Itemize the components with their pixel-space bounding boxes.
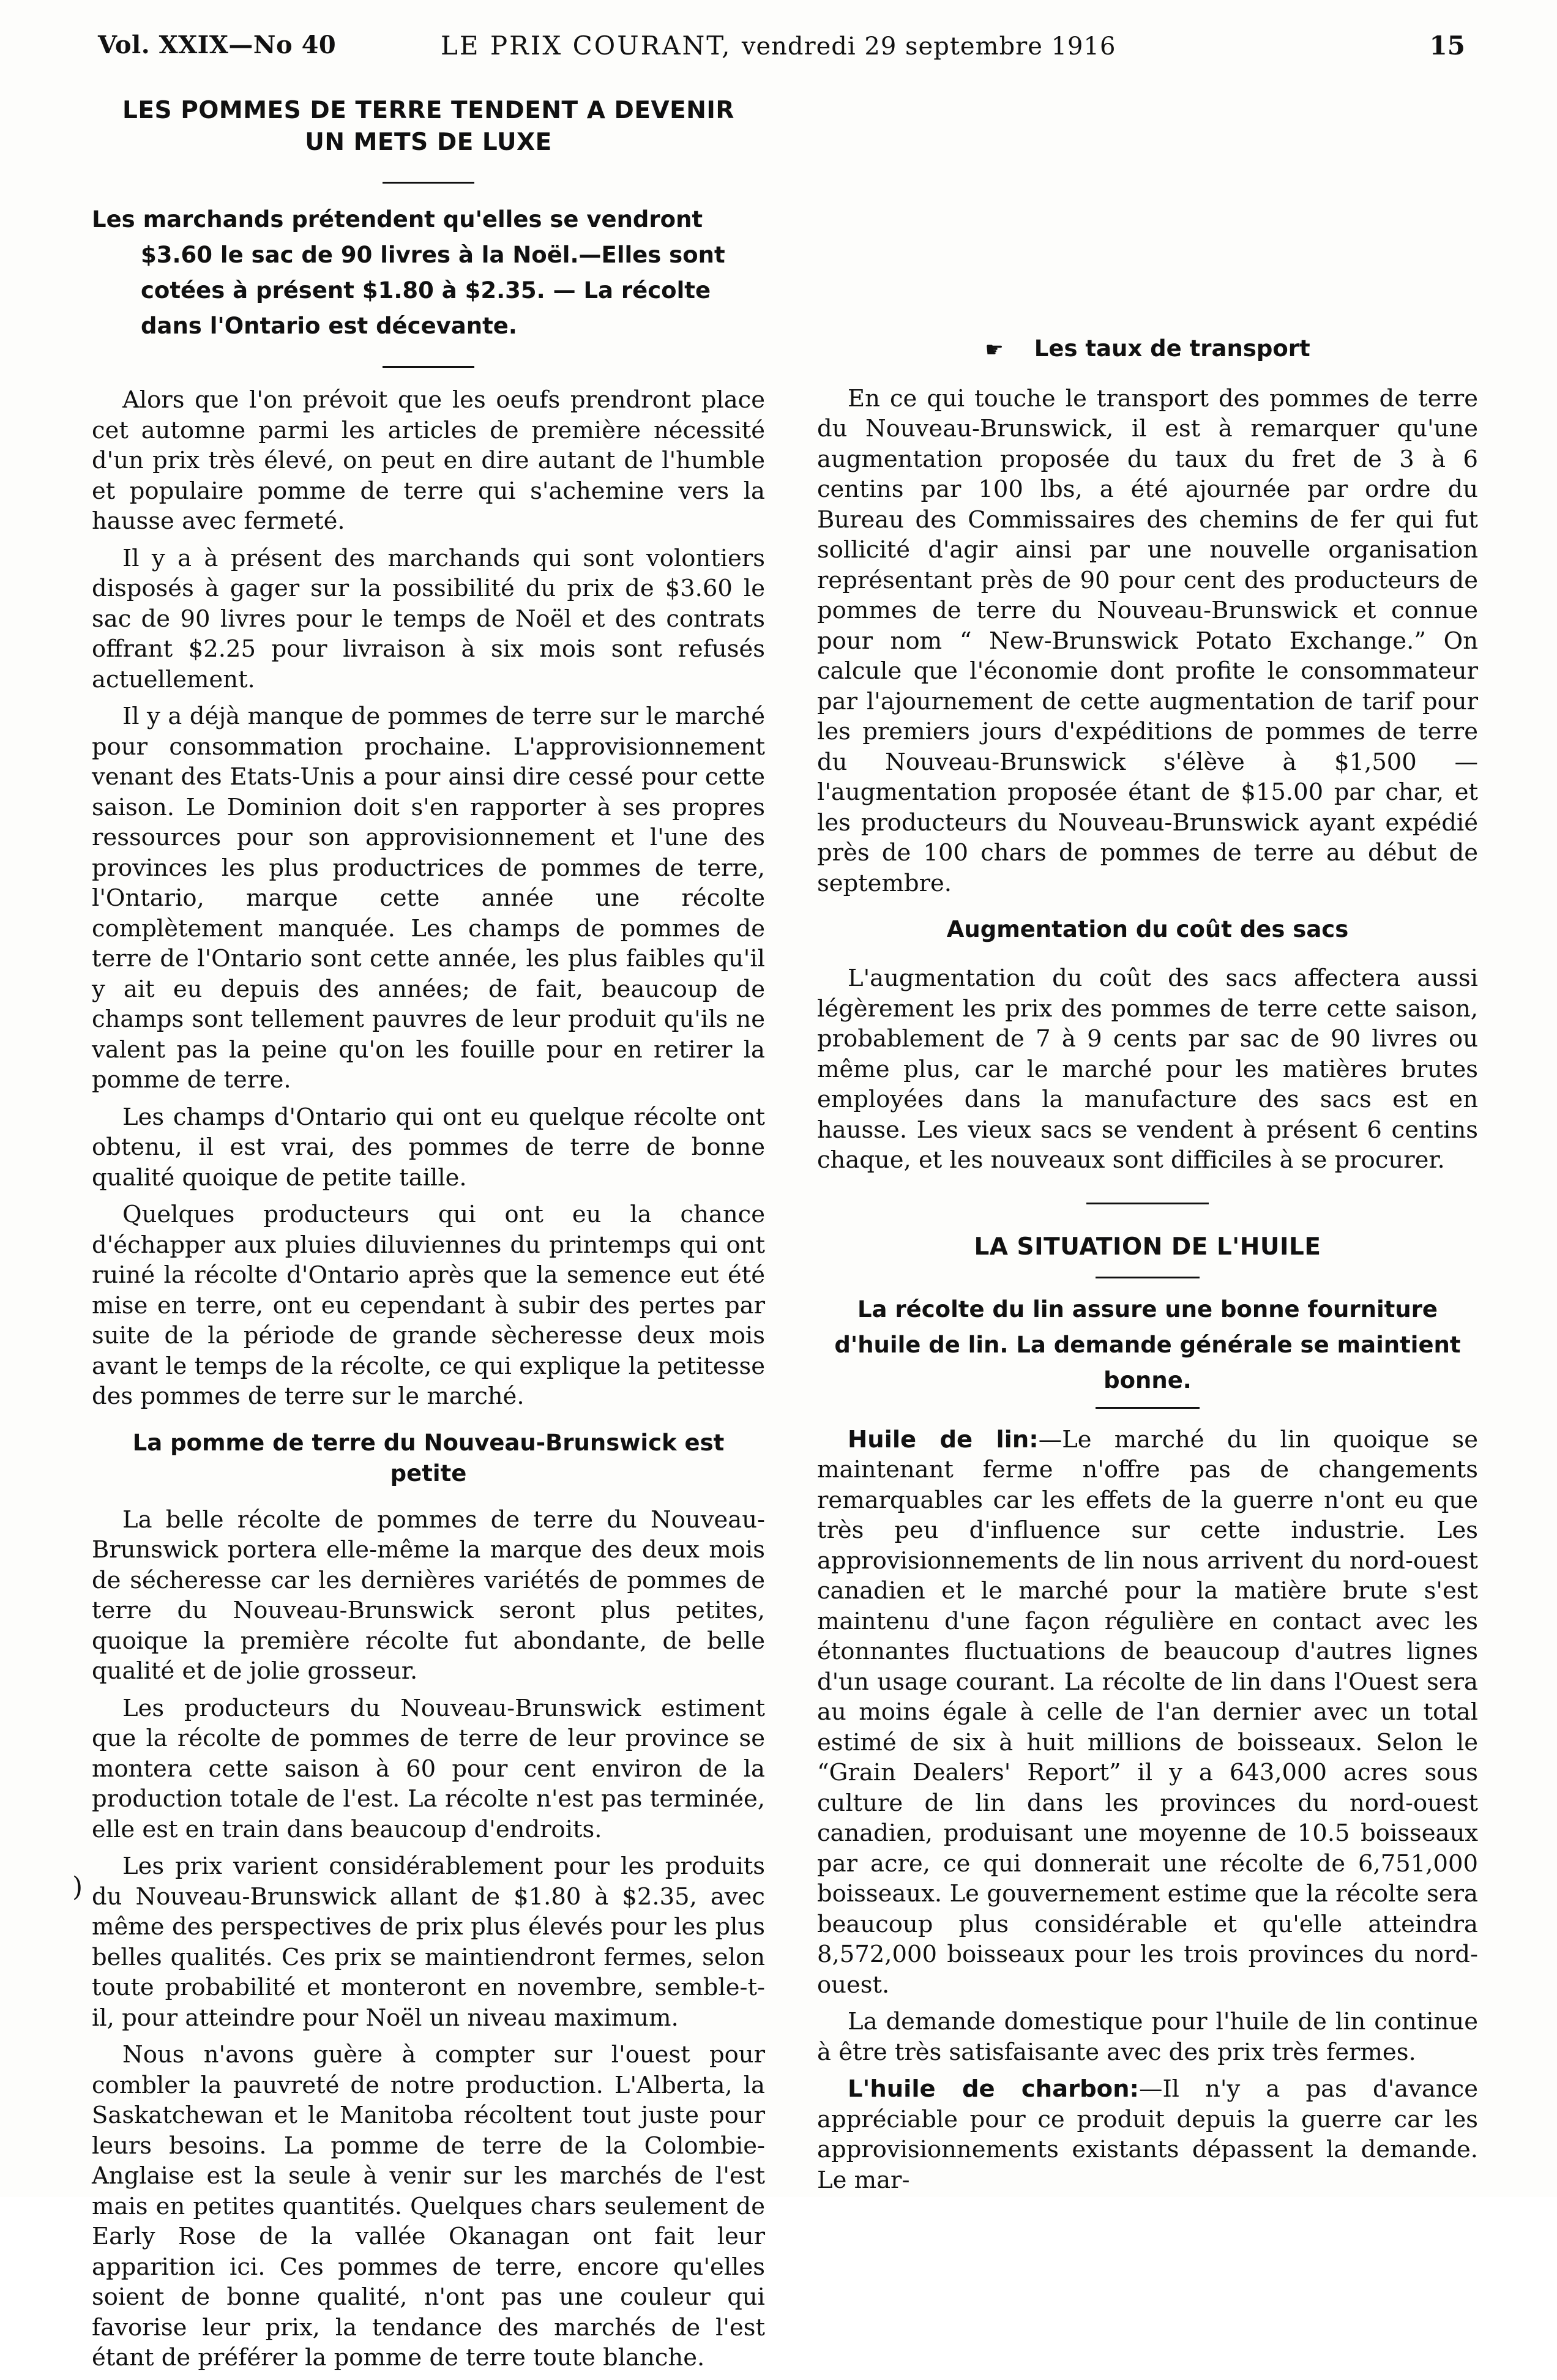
- paragraph: La belle récolte de pommes de terre du Nouveau-Brunswick portera elle-même la marque des deux mois de sécheresse car les dernières variétés de pommes de terre du Nouveau-Brunswick seront plus petites, quoique la première récolte fut abondante, de belle qualité et de jolie grosseur.: [92, 1505, 765, 1685]
- right-column: [817, 95, 1478, 2202]
- paragraph: En ce qui touche le transport des pommes de terre du Nouveau-Brunswick, il est à remarquer qu'une augmentation proposée du taux du fret de 3 à 6 centins par 100 lbs, a été ajournée par ordre du Bureau des Commissaires des chemins de fer qui fut sollicité d'agir ainsi par une nouvelle organisation représentant près de 90 pour cent des producteurs de pommes de terre du Nouveau-Brunswick et connue pour nom “ New-Brunswick Potato Exchange.” On calcule que l'économie dont profite le consommateur par l'ajournement de cette augmentation de tarif pour les premiers jours d'expéditions de pommes de terre du Nouveau-Brunswick s'élève à $1,500 — l'augmentation proposée étant de $15.00 par char, et les producteurs du Nouveau-Brunswick ayant expédié près de 100 chars de pommes de terre au début de septembre.: [817, 384, 1478, 897]
- paragraph: Il y a à présent des marchands qui sont volontiers disposés à gager sur la possibilité du prix de $3.60 le sac de 90 livres pour le temps de Noël et des contrats offrant $2.25 pour livraison à six mois sont refusés actuellement.: [92, 544, 765, 693]
- lead-label: L'huile de charbon:: [848, 2075, 1139, 2103]
- deck-text: Les marchands prétendent qu'elles se vendront $3.60 le sac de 90 livres à la Noël.—Elles sont cotées à présent $1.80 à $2.35. — La récolte dans l'Ontario est décevante.: [92, 206, 725, 339]
- paragraph: Alors que l'on prévoit que les oeufs prendront place cet automne parmi les articles de première nécessité d'un prix très élevé, on peut en dire autant de l'humble et populaire pomme de terre qui s'achemine vers la hausse avec fermeté.: [92, 386, 765, 535]
- margin-bracket-icon: ): [72, 1871, 83, 1903]
- section-subhead: Augmentation du coût des sacs: [946, 916, 1349, 942]
- journal-title: [441, 31, 1116, 61]
- left-column: [92, 95, 765, 2380]
- divider-rule: [383, 182, 474, 184]
- section-subhead: [817, 334, 1478, 365]
- paragraph: La demande domestique pour l'huile de lin continue à être très satisfaisante avec des prix très fermes.: [817, 2008, 1478, 2066]
- divider-rule: [1096, 1407, 1200, 1409]
- paragraph: Les champs d'Ontario qui ont eu quelque récolte ont obtenu, il est vrai, des pommes de terre de bonne qualité quoique de petite taille.: [92, 1103, 765, 1192]
- headline-line-1: LES POMMES DE TERRE TENDENT A DEVENIR: [122, 97, 734, 124]
- issue-date: vendredi 29 septembre 1916: [741, 32, 1116, 61]
- divider-rule: [383, 366, 474, 368]
- hand-pointer-icon: ☛: [985, 337, 1004, 362]
- paragraph: [817, 2074, 1478, 2195]
- paragraph: [817, 1425, 1478, 2001]
- page-number: 15: [1429, 31, 1465, 61]
- divider-rule: [1096, 1277, 1200, 1278]
- subhead-text: Les taux de transport: [1034, 335, 1310, 362]
- headline-line-2: UN METS DE LUXE: [305, 129, 552, 156]
- running-header: [98, 31, 1465, 80]
- article-headline: LA SITUATION DE L'HUILE: [974, 1233, 1321, 1261]
- paragraph: L'augmentation du coût des sacs affectera aussi légèrement les prix des pommes de terre cette saison, probablement de 7 à 9 cents par sac de 90 livres ou même plus, car le marché pour les matières brutes employées dans la manufacture des sacs est en hausse. Les vieux sacs se vendent à présent 6 centins chaque, et les nouveaux sont difficiles à se procurer.: [817, 964, 1478, 1174]
- paragraph: Il y a déjà manque de pommes de terre sur le marché pour consommation prochaine. L'approvisionnement venant des Etats-Unis a pour ainsi dire cessé pour cette saison. Le Dominion doit s'en rapporter à ses propres ressources pour son approvisionnement et l'une des provinces les plus productrices de pommes de terre, l'Ontario, marque cette année une récolte complètement manquée. Les champs de pommes de terre de l'Ontario sont cette année, les plus faibles qu'il y ait eu depuis des années; de fait, beaucoup de champs sont tellement pauvres de leur produit qu'ils ne valent pas la peine qu'on les fouille pour en retirer la pomme de terre.: [92, 703, 765, 1094]
- article-headline: [92, 95, 765, 159]
- article-deck: [92, 202, 765, 344]
- paragraph: Les prix varient considérablement pour les produits du Nouveau-Brunswick allant de $1.80 à $2.35, avec même des perspectives de prix plus élevés pour les plus belles qualités. Ces prix se maintiendront fermes, selon toute probabilité et monteront en novembre, semble-t-il, pour atteindre pour Noël un niveau maximum.: [92, 1852, 765, 2032]
- paragraph: Les producteurs du Nouveau-Brunswick estiment que la récolte de pommes de terre de leur province se montera cette saison à 60 pour cent environ de la production totale de l'est. La récolte n'est pas terminée, elle est en train dans beaucoup d'endroits.: [92, 1694, 765, 1843]
- paragraph: Nous n'avons guère à compter sur l'ouest pour combler la pauvreté de notre production. L'Alberta, la Saskatchewan et le Manitoba récoltent tout juste pour leurs besoins. La pomme de terre de la Colombie-Anglaise est la seule à venir sur les marchés de l'est mais en petites quantités. Quelques chars seulement de Early Rose de la vallée Okanagan ont fait leur apparition ici. Ces pommes de terre, encore qu'elles soient de bonne qualité, n'ont pas une couleur qui favorise leur prix, la tendance des marchés de l'est étant de préférer la pomme de terre toute blanche.: [92, 2041, 765, 2371]
- lead-text: —Le marché du lin quoique se maintenant ferme n'offre pas de changements remarquables car les effets de la guerre n'ont eu que très peu d'influence sur cette industrie. Les approvisionnements de lin nous arrivent du nord-ouest canadien et le marché pour la matière brute s'est maintenu d'une façon régulière en contact avec les étonnantes fluctuations de beaucoup d'autres lignes d'un usage courant. La récolte de lin dans l'Ouest sera au moins égale à celle de l'an dernier avec un total estimé de six à huit millions de boisseaux. Selon le “Grain Dealers' Report” il y a 643,000 acres sous culture de lin dans les provinces du nord-ouest canadien, produisant une moyenne de 10.5 boisseaux par acre, ce qui donnerait une récolte de 6,751,000 boisseaux. Le gouvernement estime que la récolte sera beaucoup plus considérable et qu'elle atteindra 8,572,000 boisseaux pour les trois provinces du nord-ouest.: [817, 1425, 1478, 1999]
- journal-name: LE PRIX COURANT,: [441, 31, 732, 61]
- volume-number: Vol. XXIX—No 40: [98, 31, 337, 59]
- lead-text: —Il n'y a pas d'avance appréciable pour ce produit depuis la guerre car les approvisionnements existants dépassent la demande. Le mar-: [817, 2075, 1478, 2194]
- section-subhead: La pomme de terre du Nouveau-Brunswick est petite: [132, 1429, 725, 1487]
- paragraph: Quelques producteurs qui ont eu la chance d'échapper aux pluies diluviennes du printemps qui ont ruiné la récolte d'Ontario après que la semence eut été mise en terre, ont eu cependant à subir des pertes par suite de la période de grande sècheresse deux mois avant le temps de la récolte, ce qui explique la petitesse des pommes de terre sur le marché.: [92, 1201, 765, 1410]
- article-deck: La récolte du lin assure une bonne fourniture d'huile de lin. La demande générale se maintient bonne.: [834, 1296, 1461, 1393]
- lead-label: Huile de lin:: [848, 1425, 1039, 1453]
- divider-rule: [1086, 1203, 1209, 1204]
